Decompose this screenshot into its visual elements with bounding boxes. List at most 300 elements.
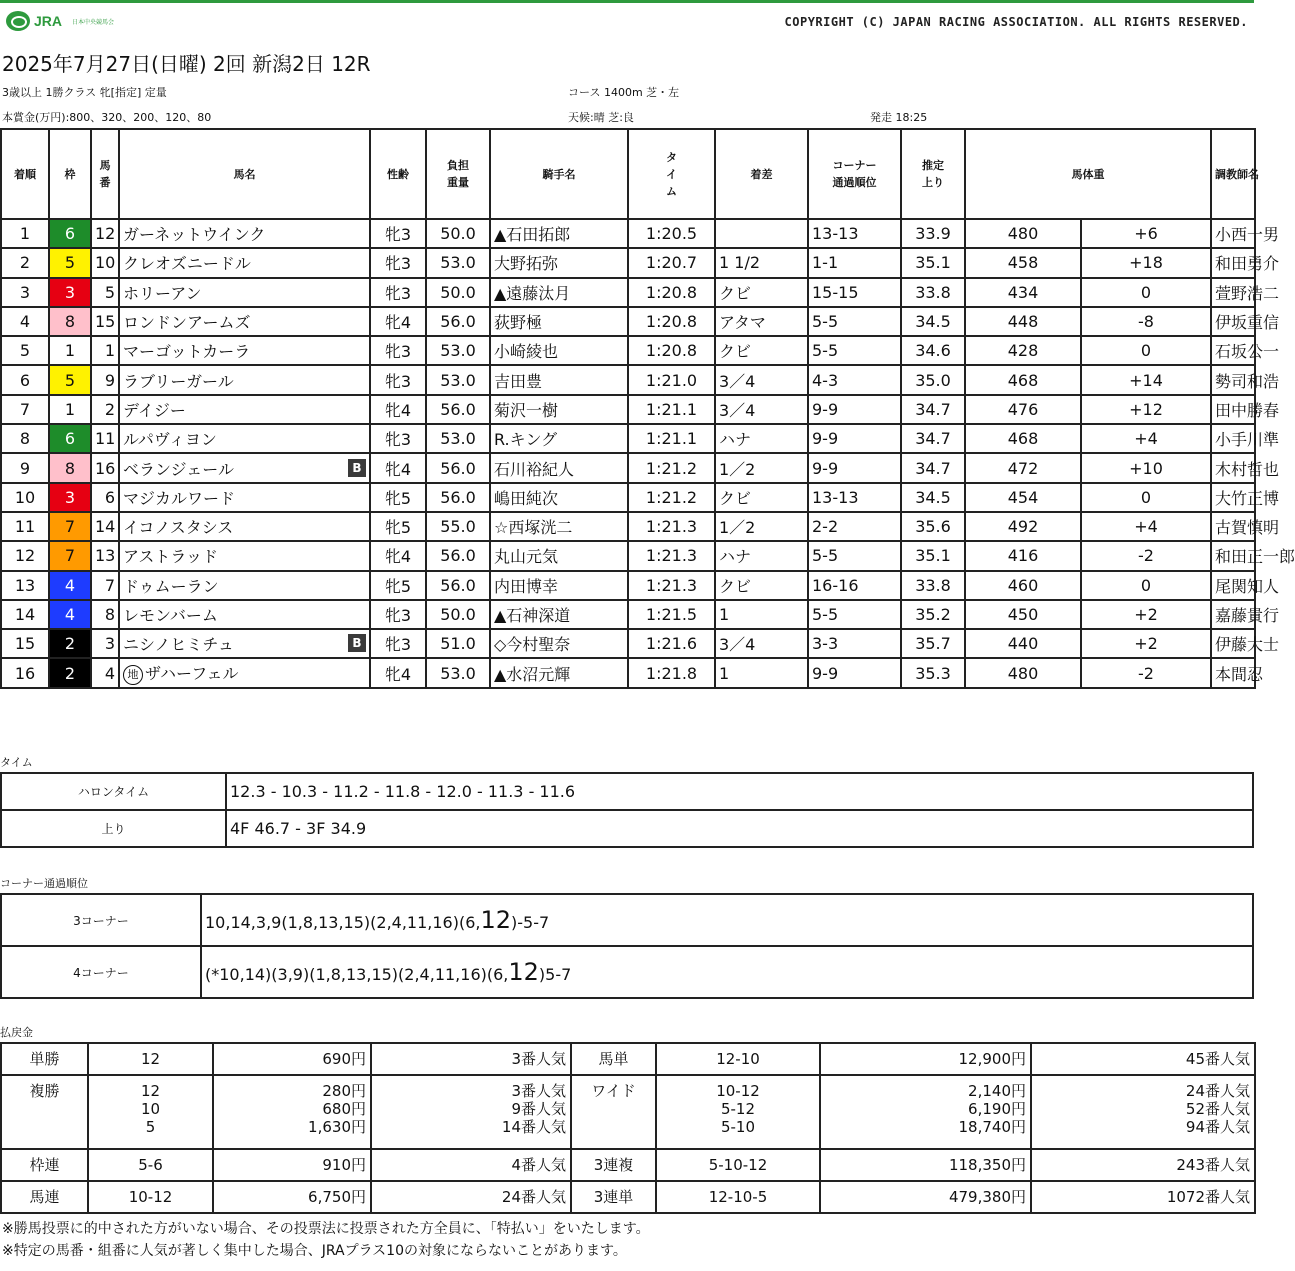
margin-cell: 1 1/2 — [715, 248, 808, 277]
wakuren-number: 5-6 — [88, 1149, 213, 1181]
sanrenpuku-popularity: 243番人気 — [1031, 1149, 1255, 1181]
jockey-cell[interactable]: 石川裕紀人 — [490, 453, 628, 482]
result-row — [1, 424, 1255, 453]
top-bar — [0, 0, 1254, 43]
margin-cell: ハナ — [715, 424, 808, 453]
corner4-pre: (*10,14)(3,9)(1,8,13,15)(2,4,11,16)(6, — [205, 965, 509, 984]
umaren-amount: 6,750円 — [213, 1181, 371, 1213]
bodyweight-diff-cell: +6 — [1081, 219, 1211, 248]
corner3-post: )-5-7 — [511, 913, 550, 932]
waku-cell: 4 — [49, 600, 91, 629]
weight-cell: 56.0 — [426, 307, 490, 336]
jra-logo[interactable] — [6, 11, 114, 31]
sanrentan-number: 12-10-5 — [656, 1181, 820, 1213]
corner-cell: 9-9 — [808, 424, 901, 453]
col-margin: 着差 — [715, 129, 808, 219]
waku-cell: 5 — [49, 365, 91, 394]
bodyweight-diff-cell: +12 — [1081, 395, 1211, 424]
corner-cell: 9-9 — [808, 453, 901, 482]
jockey-cell[interactable]: ☆西塚洸二 — [490, 512, 628, 541]
fukusho-number: 10 — [140, 1100, 161, 1118]
margin-cell: 1 — [715, 658, 808, 687]
bodyweight-diff-cell: +2 — [1081, 629, 1211, 658]
jockey-cell[interactable]: ▲石神深道 — [490, 600, 628, 629]
horse-name-cell[interactable] — [119, 541, 370, 570]
weight-cell: 53.0 — [426, 424, 490, 453]
bodyweight-cell: 450 — [965, 600, 1081, 629]
weight-cell: 56.0 — [426, 453, 490, 482]
halon-times: 12.3 - 10.3 - 11.2 - 11.8 - 12.0 - 11.3 - 11.6 — [226, 773, 1253, 810]
umaban-cell: 11 — [91, 424, 119, 453]
waku-cell: 5 — [49, 248, 91, 277]
jockey-cell[interactable]: 小崎綾也 — [490, 336, 628, 365]
horse-name[interactable]: イコノスタシス — [123, 518, 234, 538]
bodyweight-cell: 476 — [965, 395, 1081, 424]
race-title: 2025年7月27日(日曜) 2回 新潟2日 12R — [2, 52, 371, 76]
weight-cell: 55.0 — [426, 512, 490, 541]
last3f-cell: 35.6 — [901, 512, 965, 541]
fukusho-popularity: 14番人気 — [501, 1118, 566, 1136]
weight-cell: 53.0 — [426, 336, 490, 365]
rank-cell: 9 — [1, 453, 49, 482]
umaren-label: 馬連 — [1, 1181, 88, 1213]
rank-cell: 14 — [1, 600, 49, 629]
corner-cell: 13-13 — [808, 219, 901, 248]
col-weight: 負担 重量 — [426, 129, 490, 219]
last3f-cell: 35.2 — [901, 600, 965, 629]
umaban-cell: 14 — [91, 512, 119, 541]
blinker-icon: B — [348, 459, 366, 477]
result-row — [1, 336, 1255, 365]
horse-name[interactable]: ホリーアン — [123, 283, 202, 303]
time-cell: 1:21.8 — [628, 658, 715, 687]
corner3-pre: 10,14,3,9(1,8,13,15)(2,4,11,16)(6, — [205, 913, 481, 932]
sex-age-cell: 牝4 — [370, 541, 426, 570]
wakuren-popularity: 4番人気 — [371, 1149, 571, 1181]
result-row — [1, 453, 1255, 482]
horse-name[interactable]: ベランジェール — [123, 459, 234, 479]
bodyweight-cell: 434 — [965, 278, 1081, 307]
sex-age-cell: 牝4 — [370, 658, 426, 687]
logo-subtext: 日本中央競馬会 — [72, 18, 115, 26]
time-cell: 1:21.3 — [628, 571, 715, 600]
wakuren-amount: 910円 — [213, 1149, 371, 1181]
last3f-cell: 34.5 — [901, 483, 965, 512]
fukusho-popularity: 9番人気 — [511, 1100, 566, 1118]
col-umaban: 馬 番 — [91, 129, 119, 219]
result-row — [1, 541, 1255, 570]
sex-age-cell: 牝3 — [370, 629, 426, 658]
sanrentan-amount: 479,380円 — [820, 1181, 1031, 1213]
margin-cell: 1／2 — [715, 453, 808, 482]
horse-name-cell[interactable] — [119, 365, 370, 394]
wide-label: ワイド — [571, 1075, 656, 1149]
horse-name-cell[interactable] — [119, 278, 370, 307]
margin-cell: クビ — [715, 571, 808, 600]
horse-name-cell[interactable] — [119, 629, 370, 658]
trainer-cell[interactable]: 伊藤大士 — [1211, 629, 1255, 658]
wide-popularity: 52番人気 — [1185, 1100, 1250, 1118]
time-cell: 1:21.6 — [628, 629, 715, 658]
sanrenpuku-amount: 118,350円 — [820, 1149, 1031, 1181]
horse-name[interactable]: クレオズニードル — [123, 254, 251, 274]
corner-cell: 15-15 — [808, 278, 901, 307]
waku-cell: 3 — [49, 278, 91, 307]
horse-name[interactable]: レモンバーム — [123, 606, 218, 625]
bodyweight-diff-cell: +14 — [1081, 365, 1211, 394]
trainer-cell[interactable]: 和田正一郎 — [1211, 541, 1255, 570]
horse-name-cell[interactable] — [119, 600, 370, 629]
corner3-label: 3コーナー — [1, 894, 201, 946]
bodyweight-cell: 480 — [965, 219, 1081, 248]
corner4-post: )5-7 — [538, 965, 572, 984]
timing-table — [0, 772, 1254, 848]
waku-cell: 3 — [49, 483, 91, 512]
last3f-cell: 34.5 — [901, 307, 965, 336]
bodyweight-diff-cell: -2 — [1081, 658, 1211, 687]
time-cell: 1:21.1 — [628, 424, 715, 453]
margin-cell: 3／4 — [715, 365, 808, 394]
race-weather: 天候:晴 芝:良 — [568, 111, 634, 124]
rank-cell: 12 — [1, 541, 49, 570]
rank-cell: 4 — [1, 307, 49, 336]
results-header-row — [1, 129, 1255, 219]
trainer-cell[interactable]: 小手川準 — [1211, 424, 1255, 453]
horse-name-cell[interactable] — [119, 571, 370, 600]
trainer-cell[interactable]: 尾関知人 — [1211, 571, 1255, 600]
last3f-cell: 34.6 — [901, 336, 965, 365]
timing-section-label: タイム — [0, 756, 33, 769]
umaban-cell: 9 — [91, 365, 119, 394]
bodyweight-diff-cell: +10 — [1081, 453, 1211, 482]
payout-table — [0, 1042, 1256, 1214]
waku-cell: 4 — [49, 571, 91, 600]
corner-cell: 5-5 — [808, 600, 901, 629]
horse-name[interactable]: マジカルワード — [123, 488, 236, 508]
trainer-cell[interactable]: 勢司和浩 — [1211, 365, 1255, 394]
horse-name[interactable]: ラブリーガール — [123, 371, 234, 391]
margin-cell: ハナ — [715, 541, 808, 570]
jockey-cell[interactable]: 嶋田純次 — [490, 483, 628, 512]
bodyweight-diff-cell: +18 — [1081, 248, 1211, 277]
last3f-cell: 35.7 — [901, 629, 965, 658]
umaban-cell: 8 — [91, 600, 119, 629]
corner-cell: 3-3 — [808, 629, 901, 658]
col-trainer: 調教師名 — [1211, 129, 1255, 219]
race-prize: 本賞金(万円):800、320、200、120、80 — [2, 111, 212, 124]
weight-cell: 56.0 — [426, 571, 490, 600]
col-bodyweight: 馬体重 — [965, 129, 1211, 219]
wide-popularity: 94番人気 — [1185, 1118, 1250, 1136]
horse-name-cell[interactable] — [119, 336, 370, 365]
jockey-cell[interactable]: 吉田豊 — [490, 365, 628, 394]
time-cell: 1:20.8 — [628, 336, 715, 365]
corner4-order — [201, 946, 1253, 998]
horse-name[interactable]: ニシノヒミチュ — [123, 635, 234, 655]
col-rank: 着順 — [1, 129, 49, 219]
trainer-cell[interactable]: 伊坂重信 — [1211, 307, 1255, 336]
bodyweight-cell: 458 — [965, 248, 1081, 277]
wide-popularity: 24番人気 — [1185, 1082, 1250, 1100]
weight-cell: 53.0 — [426, 248, 490, 277]
fukusho-amount: 1,630円 — [308, 1118, 366, 1136]
horse-name-cell[interactable] — [119, 453, 370, 482]
sex-age-cell: 牝3 — [370, 248, 426, 277]
notes — [2, 1218, 650, 1262]
trainer-cell[interactable]: 和田勇介 — [1211, 248, 1255, 277]
bodyweight-cell: 448 — [965, 307, 1081, 336]
horse-name-cell[interactable] — [119, 658, 370, 687]
horse-name-cell[interactable] — [119, 483, 370, 512]
jockey-cell[interactable]: 内田博幸 — [490, 571, 628, 600]
col-jockey: 騎手名 — [490, 129, 628, 219]
rank-cell: 1 — [1, 219, 49, 248]
bodyweight-diff-cell: +4 — [1081, 512, 1211, 541]
tansho-label: 単勝 — [1, 1043, 88, 1075]
trainer-cell[interactable]: 大竹正博 — [1211, 483, 1255, 512]
col-time: タ イ ム — [628, 129, 715, 219]
waku-cell: 2 — [49, 658, 91, 687]
jockey-cell[interactable]: ◇今村聖奈 — [490, 629, 628, 658]
fukusho-numbers — [88, 1075, 213, 1149]
corner3-order — [201, 894, 1253, 946]
waku-cell: 6 — [49, 424, 91, 453]
umaban-cell: 6 — [91, 483, 119, 512]
fukusho-number: 12 — [140, 1082, 161, 1100]
bodyweight-diff-cell: -2 — [1081, 541, 1211, 570]
corner3-winner: 12 — [480, 906, 512, 934]
last3f-cell: 35.0 — [901, 365, 965, 394]
umaban-cell: 3 — [91, 629, 119, 658]
result-row — [1, 248, 1255, 277]
horse-name-cell[interactable] — [119, 424, 370, 453]
umaban-cell: 12 — [91, 219, 119, 248]
sex-age-cell: 牝4 — [370, 395, 426, 424]
bodyweight-diff-cell: 0 — [1081, 483, 1211, 512]
rank-cell: 11 — [1, 512, 49, 541]
bodyweight-diff-cell: 0 — [1081, 278, 1211, 307]
umatan-amount: 12,900円 — [820, 1043, 1031, 1075]
copyright-notice: COPYRIGHT (C) JAPAN RACING ASSOCIATION. ALL RIGHTS RESERVED. — [784, 15, 1248, 29]
horse-name[interactable]: デイジー — [123, 400, 186, 420]
waku-cell: 7 — [49, 512, 91, 541]
horse-name-cell[interactable] — [119, 248, 370, 277]
rank-cell: 6 — [1, 365, 49, 394]
wide-amounts — [820, 1075, 1031, 1149]
corner-cell: 5-5 — [808, 307, 901, 336]
horse-name[interactable]: マーゴットカーラ — [123, 342, 251, 362]
payout-section-label: 払戻金 — [0, 1026, 33, 1039]
margin-cell: クビ — [715, 483, 808, 512]
margin-cell: 3／4 — [715, 629, 808, 658]
umaren-popularity: 24番人気 — [371, 1181, 571, 1213]
corner-cell: 9-9 — [808, 395, 901, 424]
bodyweight-cell: 460 — [965, 571, 1081, 600]
margin-cell: 3／4 — [715, 395, 808, 424]
wide-amount: 6,190円 — [968, 1100, 1026, 1118]
agari-label: 上り — [1, 810, 226, 847]
last3f-cell: 35.1 — [901, 541, 965, 570]
waku-cell: 7 — [49, 541, 91, 570]
last3f-cell: 33.9 — [901, 219, 965, 248]
col-corner: コーナー 通過順位 — [808, 129, 901, 219]
trainer-cell[interactable]: 田中勝春 — [1211, 395, 1255, 424]
race-class: 3歳以上 1勝クラス 牝[指定] 定量 — [2, 86, 167, 99]
rank-cell: 13 — [1, 571, 49, 600]
fukusho-popularities — [371, 1075, 571, 1149]
last3f-cell: 35.3 — [901, 658, 965, 687]
payout-row-umaren — [1, 1181, 1255, 1213]
bodyweight-cell: 428 — [965, 336, 1081, 365]
jockey-cell[interactable]: ▲水沼元輝 — [490, 658, 628, 687]
race-course: コース 1400m 芝・左 — [568, 86, 680, 99]
bodyweight-diff-cell: -8 — [1081, 307, 1211, 336]
rank-cell: 15 — [1, 629, 49, 658]
weight-cell: 51.0 — [426, 629, 490, 658]
corner-cell: 5-5 — [808, 541, 901, 570]
tansho-number: 12 — [88, 1043, 213, 1075]
wide-number: 5-10 — [720, 1118, 756, 1136]
corner-cell: 5-5 — [808, 336, 901, 365]
bodyweight-cell: 468 — [965, 365, 1081, 394]
umatan-label: 馬単 — [571, 1043, 656, 1075]
umaban-cell: 5 — [91, 278, 119, 307]
fukusho-label: 複勝 — [1, 1075, 88, 1149]
horse-name[interactable]: ルパヴィヨン — [123, 430, 217, 450]
margin-cell: クビ — [715, 278, 808, 307]
waku-cell: 1 — [49, 395, 91, 424]
wide-amount: 18,740円 — [958, 1118, 1026, 1136]
sanrenpuku-number: 5-10-12 — [656, 1149, 820, 1181]
sanrentan-label: 3連単 — [571, 1181, 656, 1213]
result-row — [1, 395, 1255, 424]
rank-cell: 7 — [1, 395, 49, 424]
sex-age-cell: 牝3 — [370, 424, 426, 453]
trainer-cell[interactable]: 古賀慎明 — [1211, 512, 1255, 541]
weight-cell: 56.0 — [426, 483, 490, 512]
umaban-cell: 4 — [91, 658, 119, 687]
time-cell: 1:20.8 — [628, 278, 715, 307]
logo-text: JRA — [34, 13, 63, 29]
col-last3f: 推定 上り — [901, 129, 965, 219]
time-cell: 1:21.2 — [628, 483, 715, 512]
time-cell: 1:21.3 — [628, 541, 715, 570]
sex-age-cell: 牝5 — [370, 483, 426, 512]
corner-table — [0, 893, 1254, 999]
corner-cell: 9-9 — [808, 658, 901, 687]
col-waku: 枠 — [49, 129, 91, 219]
wakuren-label: 枠連 — [1, 1149, 88, 1181]
horse-name[interactable]: ドゥムーラン — [123, 576, 219, 596]
time-cell: 1:21.3 — [628, 512, 715, 541]
bodyweight-cell: 416 — [965, 541, 1081, 570]
result-row — [1, 307, 1255, 336]
last3f-cell: 33.8 — [901, 571, 965, 600]
horse-name-cell[interactable] — [119, 219, 370, 248]
bodyweight-diff-cell: +2 — [1081, 600, 1211, 629]
last3f-cell: 34.7 — [901, 395, 965, 424]
umaren-number: 10-12 — [88, 1181, 213, 1213]
horse-name[interactable]: アストラッド — [123, 547, 219, 567]
weight-cell: 50.0 — [426, 600, 490, 629]
sex-age-cell: 牝3 — [370, 278, 426, 307]
waku-cell: 1 — [49, 336, 91, 365]
result-row — [1, 571, 1255, 600]
agari-times: 4F 46.7 - 3F 34.9 — [226, 810, 1253, 847]
trainer-cell[interactable]: 小西一男 — [1211, 219, 1255, 248]
halon-label: ハロンタイム — [1, 773, 226, 810]
corner-cell: 4-3 — [808, 365, 901, 394]
jockey-cell[interactable]: ▲石田拓郎 — [490, 219, 628, 248]
waku-cell: 2 — [49, 629, 91, 658]
bodyweight-cell: 492 — [965, 512, 1081, 541]
umaban-cell: 16 — [91, 453, 119, 482]
umatan-number: 12-10 — [656, 1043, 820, 1075]
margin-cell — [715, 219, 808, 248]
sanrentan-popularity: 1072番人気 — [1031, 1181, 1255, 1213]
bodyweight-cell: 454 — [965, 483, 1081, 512]
fukusho-amounts — [213, 1075, 371, 1149]
jockey-cell[interactable]: 丸山元気 — [490, 541, 628, 570]
horse-name[interactable]: ザハーフェル — [145, 664, 239, 684]
sex-age-cell: 牝3 — [370, 219, 426, 248]
trainer-cell[interactable]: 石坂公一 — [1211, 336, 1255, 365]
jockey-cell[interactable]: 大野拓弥 — [490, 248, 628, 277]
payout-row-fukusho — [1, 1075, 1255, 1149]
margin-cell: 1 — [715, 600, 808, 629]
fukusho-amount: 680円 — [322, 1100, 366, 1118]
sex-age-cell: 牝3 — [370, 336, 426, 365]
margin-cell: アタマ — [715, 307, 808, 336]
tansho-popularity: 3番人気 — [371, 1043, 571, 1075]
payout-row-tansho — [1, 1043, 1255, 1075]
bodyweight-cell: 480 — [965, 658, 1081, 687]
trainer-cell[interactable]: 嘉藤貴行 — [1211, 600, 1255, 629]
chihou-mark-icon: 地 — [123, 665, 143, 685]
umaban-cell: 10 — [91, 248, 119, 277]
horse-name-cell[interactable] — [119, 307, 370, 336]
horse-name[interactable]: ロンドンアームズ — [123, 313, 251, 333]
trainer-cell[interactable]: 萱野浩二 — [1211, 278, 1255, 307]
fukusho-popularity: 3番人気 — [511, 1082, 566, 1100]
jockey-cell[interactable]: R.キング — [490, 424, 628, 453]
bodyweight-cell: 468 — [965, 424, 1081, 453]
wide-number: 10-12 — [716, 1082, 760, 1100]
weight-cell: 50.0 — [426, 219, 490, 248]
bodyweight-diff-cell: 0 — [1081, 571, 1211, 600]
horse-name-cell[interactable] — [119, 512, 370, 541]
jockey-cell[interactable]: ▲遠藤汰月 — [490, 278, 628, 307]
result-row — [1, 600, 1255, 629]
weight-cell: 50.0 — [426, 278, 490, 307]
horse-name[interactable]: ガーネットウインク — [123, 225, 266, 245]
rank-cell: 5 — [1, 336, 49, 365]
trainer-cell[interactable]: 木村哲也 — [1211, 453, 1255, 482]
rank-cell: 2 — [1, 248, 49, 277]
bodyweight-cell: 440 — [965, 629, 1081, 658]
wide-popularities — [1031, 1075, 1255, 1149]
results-table — [0, 128, 1295, 689]
race-start-time: 発走 18:25 — [870, 111, 928, 124]
horse-name-cell[interactable] — [119, 395, 370, 424]
corner-cell: 13-13 — [808, 483, 901, 512]
umaban-cell: 1 — [91, 336, 119, 365]
sex-age-cell: 牝4 — [370, 453, 426, 482]
jockey-cell[interactable]: 菊沢一樹 — [490, 395, 628, 424]
sex-age-cell: 牝4 — [370, 307, 426, 336]
jockey-cell[interactable]: 荻野極 — [490, 307, 628, 336]
trainer-cell[interactable]: 本間忍 — [1211, 658, 1255, 687]
